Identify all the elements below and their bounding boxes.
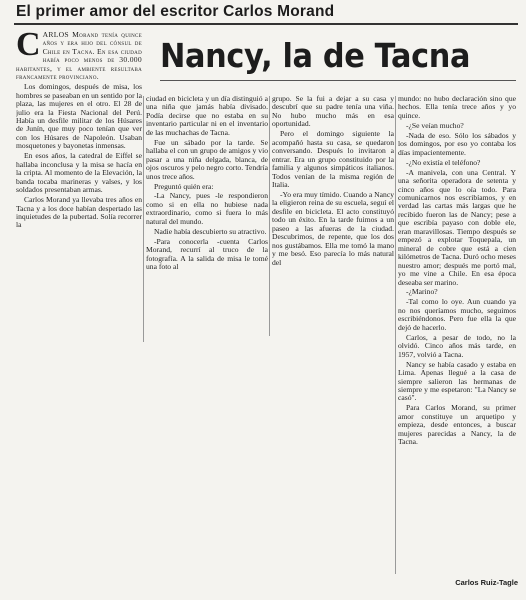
column-divider bbox=[395, 96, 396, 574]
paragraph: Nancy se había casado y estaba en Lima. Apenas llegué a la casa de siempre salieron las hermanas de siempre y me espetaron: "La Nancy se casó". bbox=[398, 359, 516, 403]
paragraph: -¿Marino? bbox=[406, 287, 438, 297]
paragraph: -Nada de eso. Sólo los sábados y los domingos, por eso yo contaba los días impacientemente. bbox=[398, 130, 516, 157]
column-divider bbox=[143, 96, 144, 342]
paragraph: -¿No existía el teléfono? bbox=[406, 157, 481, 167]
top-rule bbox=[14, 23, 518, 25]
paragraph: -Tal como lo oye. Aun cuando ya no nos queríamos mucho, seguimos escribiéndonos. Pero fue ella la que dejó de hacerlo. bbox=[398, 297, 516, 332]
paragraph: -La Nancy, pues -le respondieron como si en ella no hubiese nada extraordinario, como si fuera lo más natural del mundo. bbox=[146, 191, 268, 226]
paragraph: -Para conocerla -cuenta Carlos Morand, recurrí al truco de la fotografía. A la salida de misa le tomé una foto al bbox=[146, 236, 268, 272]
paragraph: -¿Se veían mucho? bbox=[406, 120, 464, 130]
paragraph: En esos años, la catedral de Eiffel se hallaba inconclusa y la misa se hacía en la cripta. Al momento de la Elevación, la banda tocaba marineras y valses, y los soldados presentaban armas. bbox=[16, 151, 142, 195]
paragraph: Carlos Morand ya llevaba tres años en Tacna y a los doce habían despertado las inquietudes de la pubertad. Solía recorrer la bbox=[16, 195, 142, 230]
headline-rule bbox=[160, 80, 516, 81]
paragraph: Preguntó quién era: bbox=[154, 181, 214, 191]
paragraph: -A manivela, con una Central. Y una señorita operadora de setenta y cinco años que lo oía todo. Para comunicarnos nos escribíamos, y en verdad las cartas más largas que he recibido fueron las de Nancy; pese a que escribía payaso con doble ele, eran maravillosas. Tiempo después se empezó a explotar Toquepala, un mineral de cobre que está a cien kilómetros de Tacna. Duró ocho meses nuestro amor; después me portó mal, yo me vine a Chile. En esa época deseaba ser marino. bbox=[398, 167, 516, 287]
author-byline: Carlos Ruiz-Tagle bbox=[455, 578, 518, 587]
paragraph: Los domingos, después de misa, los hombres se paseaban en un sentido por la plaza, las mujeres en el otro. El 28 de julio era la Fiesta Nacional del Perú. Había un desfile militar de los Húsares de Junín, que muy poco tenían que ver con los Húsares de Napoleón. Usaban mosquetones y bayonetas inmensas. bbox=[16, 82, 142, 151]
paragraph: Carlos, a pesar de todo, no la olvidó. Cinco años más tarde, en 1957, volvió a Tacna. bbox=[398, 332, 516, 359]
paragraph: Nadie había descubierto su atractivo. bbox=[154, 226, 267, 236]
paragraph: mundo: no hubo declaración sino que hechos. Ella tenía trece años y yo quince. bbox=[398, 95, 516, 120]
lead-paragraph bbox=[16, 31, 142, 82]
article-column-1 bbox=[16, 31, 142, 349]
article-column-3 bbox=[272, 95, 394, 335]
drop-cap: C bbox=[16, 31, 41, 63]
article-column-2 bbox=[146, 95, 268, 340]
column-divider bbox=[269, 96, 270, 336]
article-kicker: El primer amor del escritor Carlos Morand bbox=[16, 3, 335, 20]
paragraph: Pero el domingo siguiente la acompañó hasta su casa, se quedaron conversando. Después lo invitaron a entrar. Era un grupo constituido por la familia y algunos simpáticos italianos. Todos venían de la misma región de Italia. bbox=[272, 129, 394, 190]
paragraph: -Yo era muy tímido. Cuando a Nancy la eligieron reina de su escuela, seguí el desfile en bicicleta. El acto constituyó todo un éxito. En la tarde fuimos a un paseo a las afueras de la ciudad. Descubrimos, de repente, que los dos nos gustábamos. Ella me tomó la mano y me besó. Eso parecía lo más natural del bbox=[272, 189, 394, 267]
article-headline: Nancy, la de Tacna bbox=[160, 36, 471, 75]
paragraph: ciudad en bicicleta y un día distinguió a una niña que jamás había divisado. Podía decirse que no estaba en su inventario particular ni en el inventario de las muchachas de Tacna. bbox=[146, 95, 268, 137]
paragraph: grupo. Se la fui a dejar a su casa y descubrí que su padre tenía una viña. No hubo mucho más en esa oportunidad. bbox=[272, 95, 394, 129]
lead-text: ARLOS Morand tenía quince años y era hijo del cónsul de Chile en Tacna. En esa ciudad había poco menos de 30.000 habitantes, y el ambiente resultaba francamente provinciano. bbox=[16, 31, 142, 82]
paragraph: Para Carlos Morand, su primer amor constituye un arquetipo y empieza, desde entonces, a buscar mujeres parecidas a Nancy, la de Tacna. bbox=[398, 403, 516, 447]
article-column-4 bbox=[398, 95, 516, 573]
paragraph: Fue un sábado por la tarde. Se hallaba el con un grupo de amigos y vio pasar a una niña delgada, blanca, de ojos oscuros y pelo negro corto. Tendría unos trece años. bbox=[146, 137, 268, 181]
